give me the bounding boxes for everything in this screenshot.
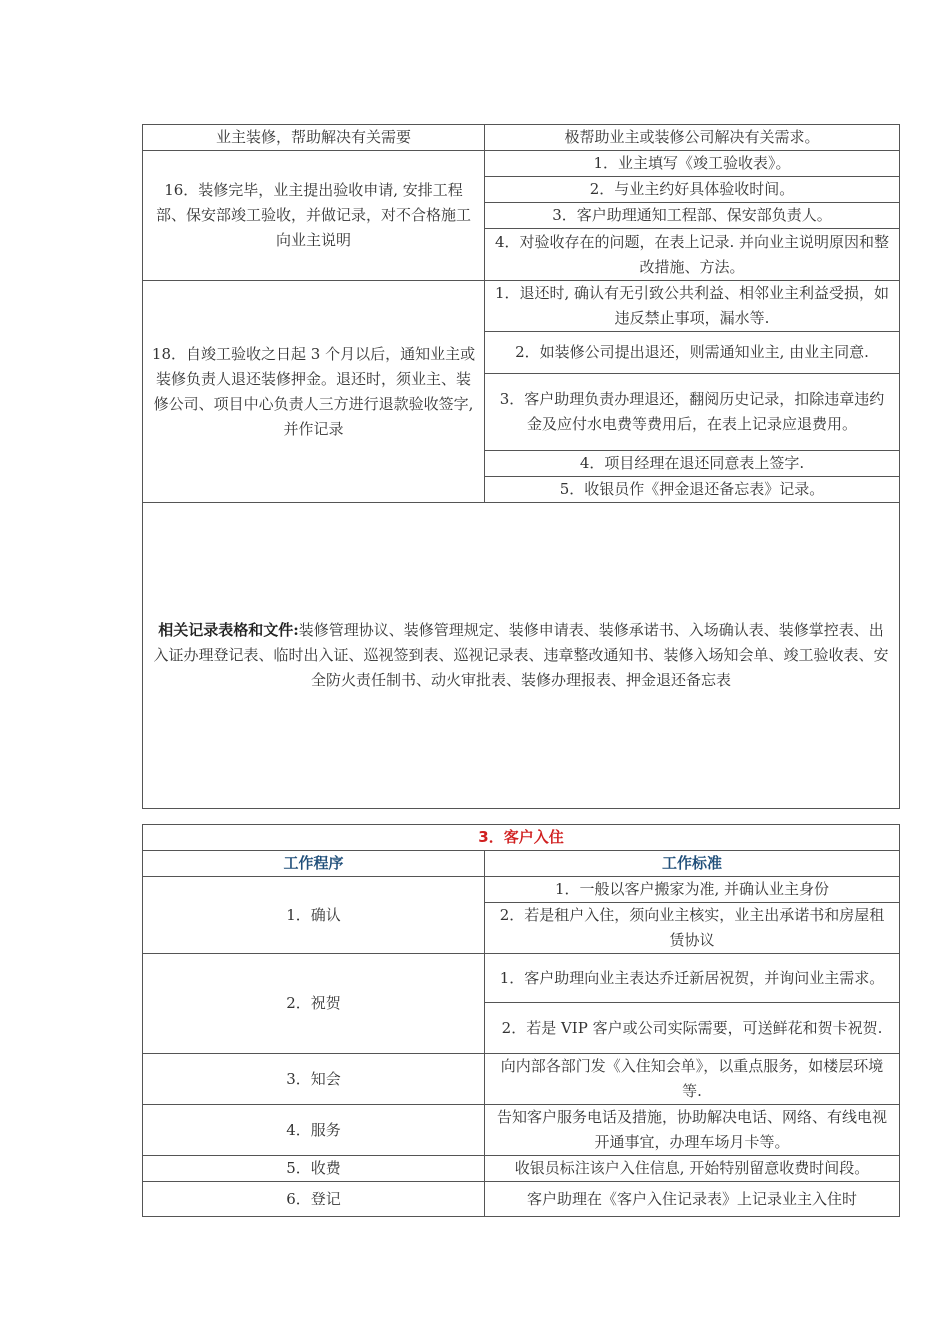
standard-cell: 1．业主填写《竣工验收表》。 xyxy=(485,151,900,177)
standard-cell: 5．收银员作《押金退还备忘表》记录。 xyxy=(485,477,900,503)
standard-cell: 客户助理在《客户入住记录表》上记录业主入住时 xyxy=(485,1182,900,1217)
table-row xyxy=(143,1054,900,1105)
procedure-cell: 业主装修，帮助解决有关需要 xyxy=(143,125,485,151)
column-header-standard: 工作标准 xyxy=(485,851,900,877)
standard-cell: 3．客户助理通知工程部、保安部负责人。 xyxy=(485,203,900,229)
table-row xyxy=(143,281,900,332)
column-header-procedure: 工作程序 xyxy=(143,851,485,877)
standard-cell: 收银员标注该户入住信息, 开始特别留意收费时间段。 xyxy=(485,1156,900,1182)
procedure-cell: 6．登记 xyxy=(143,1182,485,1217)
standard-cell: 1．一般以客户搬家为准, 并确认业主身份 xyxy=(485,877,900,903)
standard-cell: 2．若是租户入住，须向业主核实，业主出承诺书和房屋租赁协议 xyxy=(485,903,900,954)
standard-cell: 向内部各部门发《入住知会单》，以重点服务，如楼层环境等. xyxy=(485,1054,900,1105)
section-title: 3．客户入住 xyxy=(143,825,900,851)
table-header-row xyxy=(143,851,900,877)
procedure-cell-18: 18．自竣工验收之日起 3 个月以后，通知业主或装修负责人退还装修押金。退还时，须业主、装修公司、项目中心负责人三方进行退款验收签字, 并作记录 xyxy=(143,281,485,503)
table-row xyxy=(143,151,900,177)
table-row xyxy=(143,1105,900,1156)
related-records-label: 相关记录表格和文件: xyxy=(158,621,299,639)
table-row xyxy=(143,877,900,903)
standard-cell: 告知客户服务电话及措施，协助解决电话、网络、有线电视开通事宜，办理车场月卡等。 xyxy=(485,1105,900,1156)
table-row xyxy=(143,125,900,151)
procedure-cell: 5．收费 xyxy=(143,1156,485,1182)
procedure-cell: 3．知会 xyxy=(143,1054,485,1105)
standard-cell: 4．对验收存在的问题，在表上记录. 并向业主说明原因和整改措施、方法。 xyxy=(485,229,900,281)
table-row xyxy=(143,1156,900,1182)
customer-move-in-table xyxy=(142,824,900,1217)
procedure-cell: 1．确认 xyxy=(143,877,485,954)
table-row xyxy=(143,825,900,851)
table-row xyxy=(143,1182,900,1217)
procedure-cell-16: 16．装修完毕，业主提出验收申请, 安排工程部、保安部竣工验收，并做记录，对不合格施工向业主说明 xyxy=(143,151,485,281)
table-row xyxy=(143,503,900,809)
standard-cell: 1．退还时, 确认有无引致公共利益、相邻业主利益受损，如违反禁止事项，漏水等. xyxy=(485,281,900,332)
standard-cell: 4．项目经理在退还同意表上签字. xyxy=(485,451,900,477)
related-records-cell xyxy=(143,503,900,809)
standard-cell: 2．若是 VIP 客户或公司实际需要，可送鲜花和贺卡祝贺. xyxy=(485,1003,900,1054)
related-records-text: 装修管理协议、装修管理规定、装修申请表、装修承诺书、入场确认表、装修掌控表、出入证办理登记表、临时出入证、巡视签到表、巡视记录表、违章整改通知书、装修入场知会单、竣工验收表、安全防火责任制书、动火审批表、装修办理报表、押金退还备忘表 xyxy=(153,621,889,689)
standard-cell: 极帮助业主或装修公司解决有关需求。 xyxy=(485,125,900,151)
procedure-cell: 2．祝贺 xyxy=(143,954,485,1054)
standard-cell: 3．客户助理负责办理退还，翻阅历史记录，扣除违章违约金及应付水电费等费用后，在表上记录应退费用。 xyxy=(485,374,900,451)
standard-cell: 1．客户助理向业主表达乔迁新居祝贺，并询问业主需求。 xyxy=(485,954,900,1003)
decoration-procedure-table xyxy=(142,124,900,809)
standard-cell: 2．如装修公司提出退还，则需通知业主, 由业主同意. xyxy=(485,332,900,374)
standard-cell: 2．与业主约好具体验收时间。 xyxy=(485,177,900,203)
procedure-cell: 4．服务 xyxy=(143,1105,485,1156)
table-row xyxy=(143,954,900,1003)
